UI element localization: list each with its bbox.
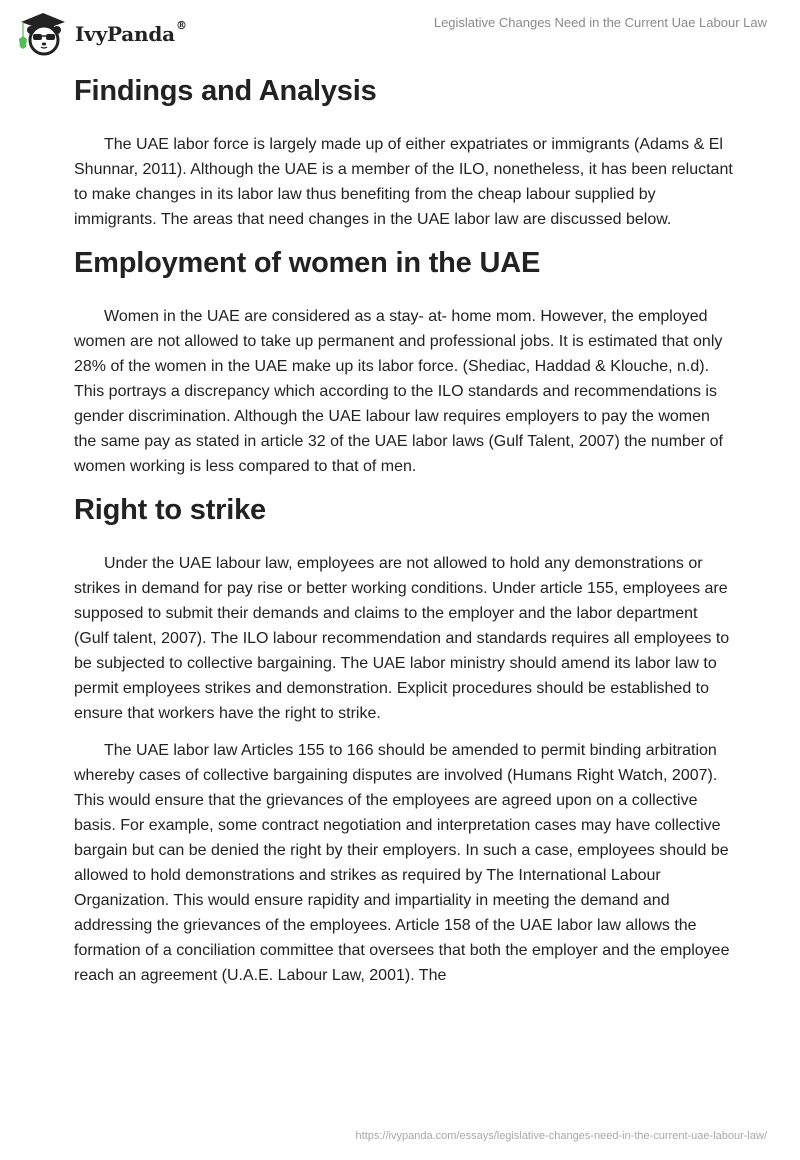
section-heading-employment-women: Employment of women in the UAE xyxy=(74,247,541,279)
logo-wordmark: IvyPanda® xyxy=(75,19,187,46)
registered-mark: ® xyxy=(175,19,187,32)
paragraph-findings: The UAE labor force is largely made up of either expatriates or immigrants (Adams & El Shunnar, 2011). Although the UAE is a member of the ILO, nonetheless, it has been reluctant to make changes in its labor law thus benefiting from the cheap labour supplied by immigrants. The areas that need changes in the UAE labor law are discussed below. xyxy=(74,136,733,228)
paragraph-right-to-strike-2: The UAE labor law Articles 155 to 166 should be amended to permit binding arbitration whereby cases of collective bargaining disputes are involved (Humans Right Watch, 2007). This would ensure that the grievances of the employees are agreed upon on a collective basis. For example, some contract negotiation and interpretation cases may have collective bargain but can be denied the right by their employers. In such a case, employees should be allowed to hold demonstrations and strikes as required by The International Labour Organization. This would ensure rapidity and impartiality in meeting the demand and addressing the grievances of the employees. Article 158 of the UAE labor law allows the formation of a conciliation committee that oversees that both the employer and the employee reach an agreement (U.A.E. Labour Law, 2001). The xyxy=(74,742,730,984)
essay-content xyxy=(74,66,734,988)
paragraph-employment-women: Women in the UAE are considered as a stay- at- home mom. However, the employed women are not allowed to take up permanent and professional jobs. It is estimated that only 28% of the women in the UAE make up its labor force. (Shediac, Haddad & Klouche, n.d). This portrays a discrepancy which according to the ILO standards and recommendations is gender discrimination. Although the UAE labour law requires employers to pay the women the same pay as stated in article 32 of the UAE labor laws (Gulf Talent, 2007) the number of women working is less compared to that of men. xyxy=(74,308,723,475)
ivypanda-logo-link[interactable] xyxy=(17,8,187,56)
document-title: Legislative Changes Need in the Current Uae Labour Law xyxy=(433,15,767,30)
page-header xyxy=(0,0,800,56)
section-heading-findings: Findings and Analysis xyxy=(74,75,377,107)
paragraph-right-to-strike-1: Under the UAE labour law, employees are not allowed to hold any demonstrations or strikes in demand for pay rise or better working conditions. Under article 155, employees are supposed to submit their demands and claims to the employer and the labor department (Gulf talent, 2007). The ILO labour recommendation and standards requires all employees to be subjected to collective bargaining. The UAE labor ministry should amend its labor law to permit employees strikes and demonstration. Explicit procedures should be established to ensure that workers have the right to strike. xyxy=(74,555,730,722)
panda-graduate-icon xyxy=(17,8,69,56)
section-heading-right-to-strike: Right to strike xyxy=(74,494,266,526)
source-url-link[interactable]: https://ivypanda.com/essays/legislative-changes-need-in-the-current-uae-labour-law/ xyxy=(355,1130,767,1142)
